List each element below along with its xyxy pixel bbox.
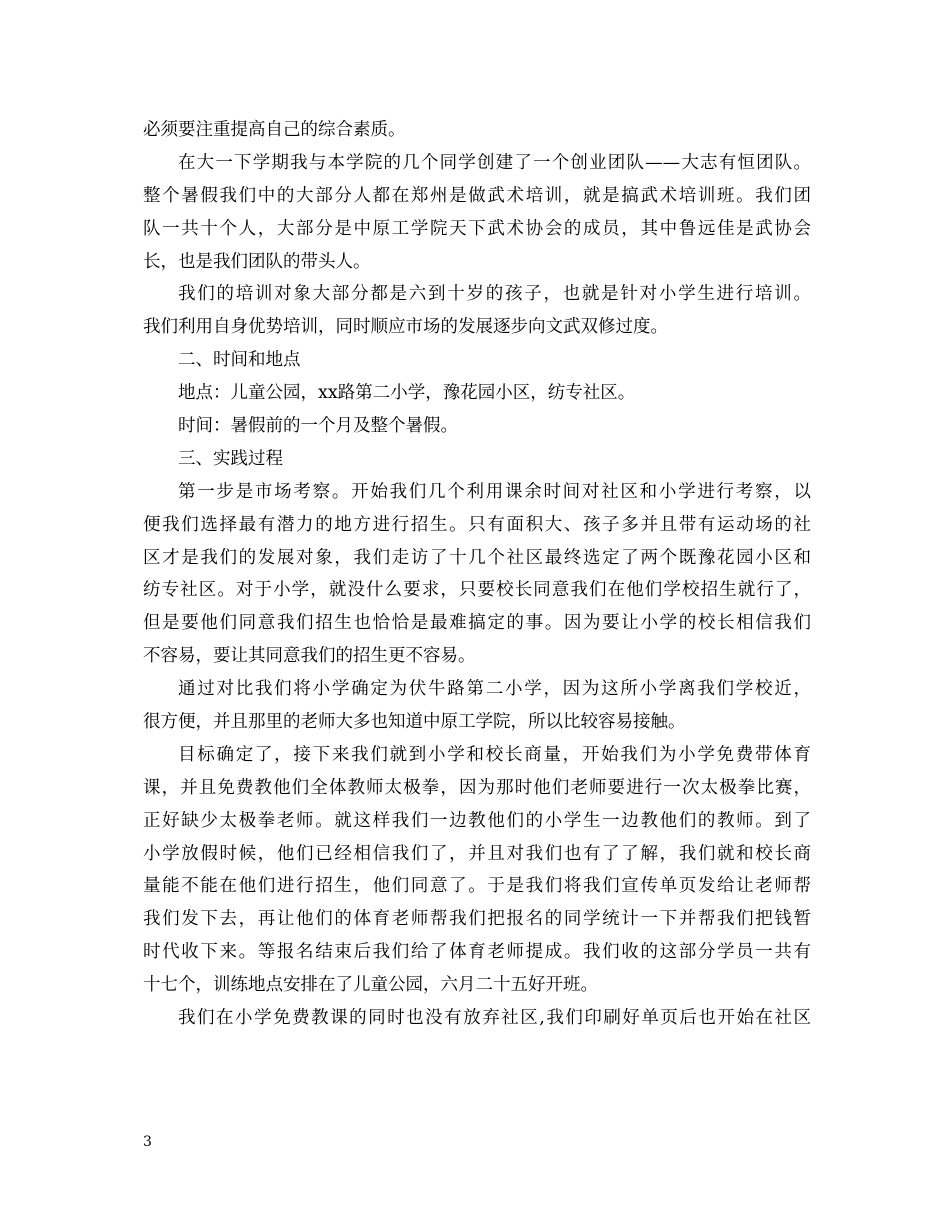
text-line: 三、实践过程: [178, 448, 283, 469]
text-line: 长，也是我们团队的带头人。: [143, 251, 371, 272]
text-line: 我们发下去，再让他们的体育老师帮我们把报名的同学统计一下并帮我们把钱暂: [143, 909, 811, 930]
text-line: 很方便，并且那里的老师大多也知道中原工学院，所以比较容易接触。: [143, 712, 686, 733]
text-line: 二、时间和地点: [178, 350, 301, 371]
text-line: 通过对比我们将小学确定为伏牛路第二小学，因为这所小学离我们学校近，: [178, 679, 811, 700]
text-line: 队一共十个人，大部分是中原工学院天下武术协会的成员，其中鲁远佳是武协会: [143, 218, 811, 239]
text-line: 时代收下来。等报名结束后我们给了体育老师提成。我们收的这部分学员一共有: [143, 942, 811, 963]
text-line: 整个暑假我们中的大部分人都在郑州是做武术培训，就是搞武术培训班。我们团: [143, 185, 811, 206]
text-line: 便我们选择最有潜力的地方进行招生。只有面积大、孩子多并且带有运动场的社: [143, 514, 811, 535]
text-line: 在大一下学期我与本学院的几个同学创建了一个创业团队——大志有恒团队。: [178, 152, 811, 173]
text-line: 我们的培训对象大部分都是六到十岁的孩子，也就是针对小学生进行培训。: [178, 284, 811, 305]
text-line: 纺专社区。对于小学，就没什么要求，只要校长同意我们在他们学校招生就行了，: [143, 580, 811, 601]
text-line: 地点：儿童公园，xx路第二小学，豫花园小区，纺专社区。: [178, 383, 636, 404]
text-line: 但是要他们同意我们招生也恰恰是最难搞定的事。因为要让小学的校长相信我们: [143, 613, 811, 634]
text-line: 小学放假时候，他们已经相信我们了，并且对我们也有了了解，我们就和校长商: [143, 843, 811, 864]
text-line: 必须要注重提高自己的综合素质。: [143, 120, 406, 140]
text-line: 第一步是市场考察。开始我们几个利用课余时间对社区和小学进行考察，以: [178, 481, 811, 502]
page-number: 3: [143, 1134, 152, 1150]
text-line: 课，并且免费教他们全体教师太极拳，因为那时他们老师要进行一次太极拳比赛，: [143, 777, 811, 798]
text-line: 正好缺少太极拳老师。就这样我们一边教他们的小学生一边教他们的教师。到了: [143, 810, 811, 831]
text-line: 区才是我们的发展对象，我们走访了十几个社区最终选定了两个既豫花园小区和: [143, 547, 811, 568]
text-line: 量能不能在他们进行招生，他们同意了。于是我们将我们宣传单页发给让老师帮: [143, 876, 811, 897]
text-line: 我们利用自身优势培训，同时顺应市场的发展逐步向文武双修过度。: [143, 317, 668, 338]
text-line: 不容易，要让其同意我们的招生更不容易。: [143, 646, 476, 667]
text-line: 十七个，训练地点安排在了儿童公园，六月二十五好开班。: [143, 975, 598, 996]
text-line: 目标确定了，接下来我们就到小学和校长商量，开始我们为小学免费带体育: [178, 744, 811, 765]
text-line: 我们在小学免费教课的同时也没有放弃社区,我们印刷好单页后也开始在社区: [178, 1008, 811, 1029]
document-body: [143, 114, 811, 1035]
text-line: 时间：暑假前的一个月及整个暑假。: [178, 416, 458, 437]
